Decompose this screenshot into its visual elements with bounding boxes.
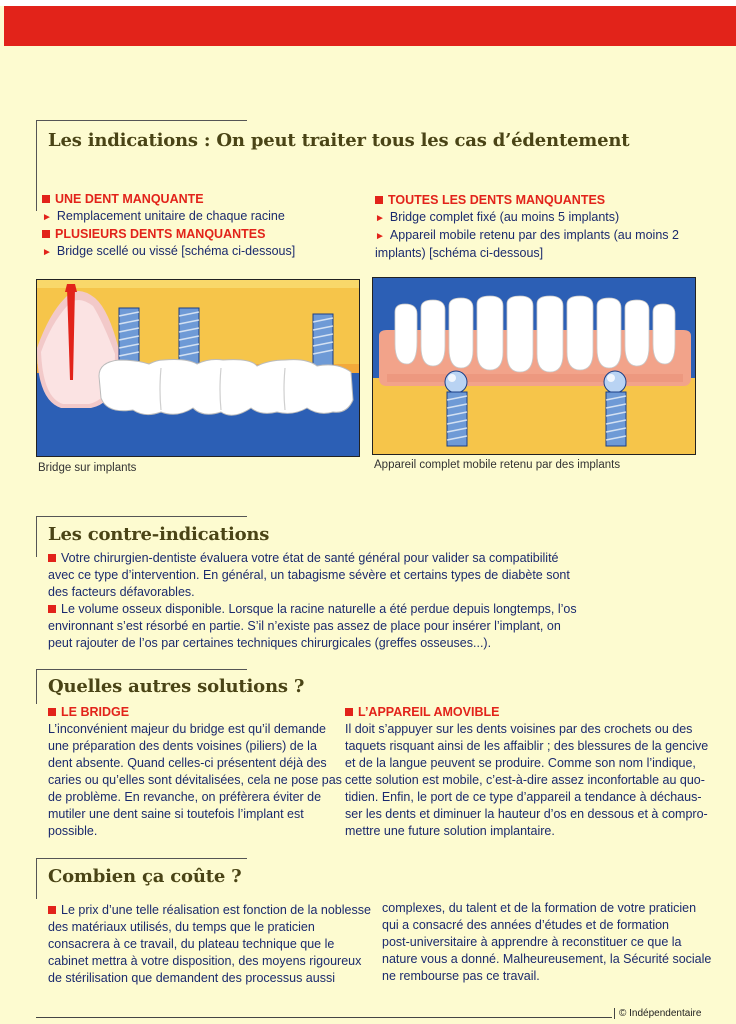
indications-title: Les indications : On peut traiter tous les cas d’édentement [48, 130, 630, 151]
indications-left-list [42, 191, 362, 261]
indication-label-one-tooth: UNE DENT MANQUANTE [42, 191, 362, 208]
red-arrow-icon: ► [42, 247, 52, 258]
denture-implant-diagram [372, 277, 696, 455]
contre-text: Votre chirurgien-dentiste évaluera votre état de santé général pour valider sa compatibilité avec ce type d’intervention. En général, un tabagisme sévère et certains types de diabète sont des facteurs défavorables. Le volume osseux disponible. Lorsque la racine naturelle a été perdue depuis longtemps, l’os environnant s’est résorbé en partie. S’il n’existe pas assez de place pour insérer l’implant, on peut rajouter de l’os par certaines techniques chirurgicales (greffes osseuses...). [48, 551, 577, 650]
indication-item-removable-line2: implants) [schéma ci-dessous] [375, 246, 544, 260]
indication-label-several-teeth: PLUSIEURS DENTS MANQUANTES [42, 226, 362, 243]
red-arrow-icon: ► [375, 231, 385, 242]
autres-bridge: LE BRIDGE L’inconvénient majeur du bridge est qu’il demande une préparation des dents voisines (piliers) de la dent absente. Quand celles-ci présentent déjà des caries ou qu’elles sont dévitalisées, cela ne pose pas de problème. En revanche, on préfèrera éviter de mutiler une dent saine si toutefois l’implant est possible. [48, 705, 342, 838]
indication-item-bridge: ► Bridge scellé ou vissé [schéma ci-dessous] [42, 244, 296, 258]
autres-appareil: L’APPAREIL AMOVIBLE Il doit s’appuyer sur les dents voisines par des crochets ou des taquets risquant ainsi de les affaiblir ; des blessures de la gencive et de la langue peuvent se produire. Comme son nom l’indique, cette solution est mobile, c’est-à-dire assez inconfortable au quo- tidien. Enfin, le port de ce type d’appareil a tendance à déchaus- ser les dents et diminuer la hauteur d’os en dessous et à compro- mettre une future solution implantaire. [345, 705, 709, 838]
bottom-rule [36, 1017, 612, 1018]
ball-implant-left [445, 371, 467, 446]
indication-item-single-root: ► Remplacement unitaire de chaque racine [42, 209, 285, 223]
indication-item-removable-line1: ► Appareil mobile retenu par des implants (au moins 2 [375, 228, 679, 242]
indication-item-full-bridge: ► Bridge complet fixé (au moins 5 implants) [375, 210, 620, 224]
cout-left: Le prix d’une telle réalisation est fonction de la noblesse des matériaux utilisés, du temps que le praticien consacrera à ce travail, du plateau technique que le cabinet mettra à votre disposition, des moyens rigoureux de stérilisation que demandent des processus aussi [48, 903, 371, 985]
caption-bridge-implants: Bridge sur implants [38, 462, 137, 474]
indication-label-all-teeth: TOUTES LES DENTS MANQUANTES [375, 192, 705, 209]
denture-implant-illustration [373, 278, 695, 454]
bridge-implant-diagram [36, 279, 360, 457]
red-square-icon [42, 230, 50, 238]
copyright-text: © Indépendentaire [614, 1008, 701, 1019]
implant-1 [119, 308, 139, 366]
red-square-icon [48, 708, 56, 716]
red-square-icon [375, 196, 383, 204]
red-square-icon [48, 906, 56, 914]
bridge-implant-illustration [37, 280, 359, 456]
contre-title: Les contre-indications [48, 524, 270, 545]
red-arrow-icon: ► [375, 213, 385, 224]
implant-3 [313, 314, 333, 366]
red-square-icon [48, 554, 56, 562]
cout-title: Combien ça coûte ? [48, 866, 242, 887]
cout-right: complexes, du talent et de la formation de votre praticien qui a consacré des années d’études et de formation post-universitaire à apprendre à reconstituer ce que la nature vous a donné. Malheureusement, la Sécurité sociale ne rembourse pas ce travail. [382, 901, 712, 983]
autres-title: Quelles autres solutions ? [48, 676, 305, 697]
red-square-icon [345, 708, 353, 716]
red-square-icon [42, 195, 50, 203]
ball-implant-right [604, 371, 626, 446]
top-red-bar [4, 6, 736, 46]
caption-denture-implants: Appareil complet mobile retenu par des implants [374, 459, 621, 471]
indications-right-list [375, 192, 705, 262]
red-square-icon [48, 605, 56, 613]
top-banner [0, 0, 736, 46]
red-arrow-icon: ► [42, 212, 52, 223]
implant-2 [179, 308, 199, 366]
